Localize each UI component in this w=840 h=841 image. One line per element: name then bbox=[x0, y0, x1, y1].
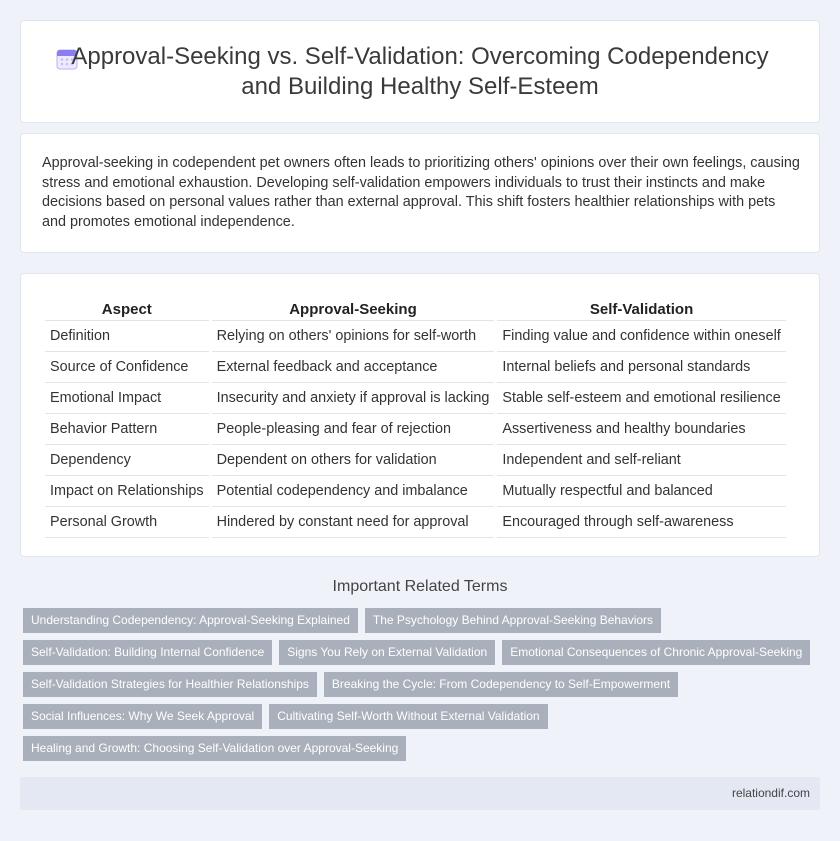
table-cell: Assertiveness and healthy boundaries bbox=[497, 414, 785, 445]
table-cell: Encouraged through self-awareness bbox=[497, 507, 785, 538]
related-terms-heading: Important Related Terms bbox=[332, 578, 508, 595]
table-row bbox=[45, 445, 786, 476]
intro-paragraph: Approval-seeking in codependent pet owners often leads to prioritizing others' opinions over their own feelings, causing stress and emotional exhaustion. Developing self-validation empowers individuals to trust their instincts and make decisions based on personal values rather than external approval. This shift fosters healthier relationships with pets and promotes emotional independence. bbox=[42, 155, 800, 230]
related-term-tag[interactable]: Healing and Growth: Choosing Self-Validation over Approval-Seeking bbox=[23, 736, 406, 761]
related-term-tag[interactable]: Social Influences: Why We Seek Approval bbox=[23, 704, 262, 729]
table-row bbox=[45, 352, 786, 383]
site-domain[interactable]: relationdif.com bbox=[731, 786, 810, 800]
table-cell: Personal Growth bbox=[45, 507, 209, 538]
table-cell: Independent and self-reliant bbox=[497, 445, 785, 476]
table-cell: Mutually respectful and balanced bbox=[497, 476, 785, 507]
table-cell: Potential codependency and imbalance bbox=[212, 476, 495, 507]
table-header-row bbox=[45, 295, 786, 321]
related-term-tag[interactable]: The Psychology Behind Approval-Seeking Behaviors bbox=[365, 608, 661, 633]
table-cell: Finding value and confidence within oneself bbox=[497, 321, 785, 352]
title-card bbox=[20, 20, 820, 123]
related-term-tag[interactable]: Self-Validation Strategies for Healthier Relationships bbox=[23, 672, 317, 697]
related-term-tag[interactable]: Signs You Rely on External Validation bbox=[279, 640, 495, 665]
related-term-tag[interactable]: Emotional Consequences of Chronic Approval-Seeking bbox=[502, 640, 810, 665]
column-header-self-validation: Self-Validation bbox=[497, 295, 785, 321]
related-term-tag[interactable]: Understanding Codependency: Approval-Seeking Explained bbox=[23, 608, 358, 633]
footer bbox=[20, 777, 820, 810]
related-terms-list bbox=[20, 608, 820, 768]
table-cell: Definition bbox=[45, 321, 209, 352]
table-cell: Relying on others' opinions for self-worth bbox=[212, 321, 495, 352]
related-term-tag[interactable]: Cultivating Self-Worth Without External Validation bbox=[269, 704, 547, 729]
intro-card bbox=[20, 133, 820, 253]
table-cell: Emotional Impact bbox=[45, 383, 209, 414]
table-row bbox=[45, 507, 786, 538]
table-cell: Hindered by constant need for approval bbox=[212, 507, 495, 538]
table-row bbox=[45, 383, 786, 414]
table-cell: Stable self-esteem and emotional resilience bbox=[497, 383, 785, 414]
comparison-table bbox=[42, 295, 789, 538]
table-row bbox=[45, 414, 786, 445]
table-cell: Behavior Pattern bbox=[45, 414, 209, 445]
table-cell: People-pleasing and fear of rejection bbox=[212, 414, 495, 445]
table-cell: Source of Confidence bbox=[45, 352, 209, 383]
table-row bbox=[45, 476, 786, 507]
page-title: Approval-Seeking vs. Self-Validation: Overcoming Codependency and Building Healthy Self-Esteem bbox=[71, 42, 769, 100]
column-header-aspect: Aspect bbox=[45, 295, 209, 321]
table-cell: Dependent on others for validation bbox=[212, 445, 495, 476]
table-cell: Dependency bbox=[45, 445, 209, 476]
table-cell: External feedback and acceptance bbox=[212, 352, 495, 383]
column-header-approval-seeking: Approval-Seeking bbox=[212, 295, 495, 321]
table-cell: Internal beliefs and personal standards bbox=[497, 352, 785, 383]
comparison-card bbox=[20, 273, 820, 557]
related-term-tag[interactable]: Self-Validation: Building Internal Confidence bbox=[23, 640, 272, 665]
related-term-tag[interactable]: Breaking the Cycle: From Codependency to Self-Empowerment bbox=[324, 672, 678, 697]
table-row bbox=[45, 321, 786, 352]
table-cell: Impact on Relationships bbox=[45, 476, 209, 507]
table-cell: Insecurity and anxiety if approval is lacking bbox=[212, 383, 495, 414]
